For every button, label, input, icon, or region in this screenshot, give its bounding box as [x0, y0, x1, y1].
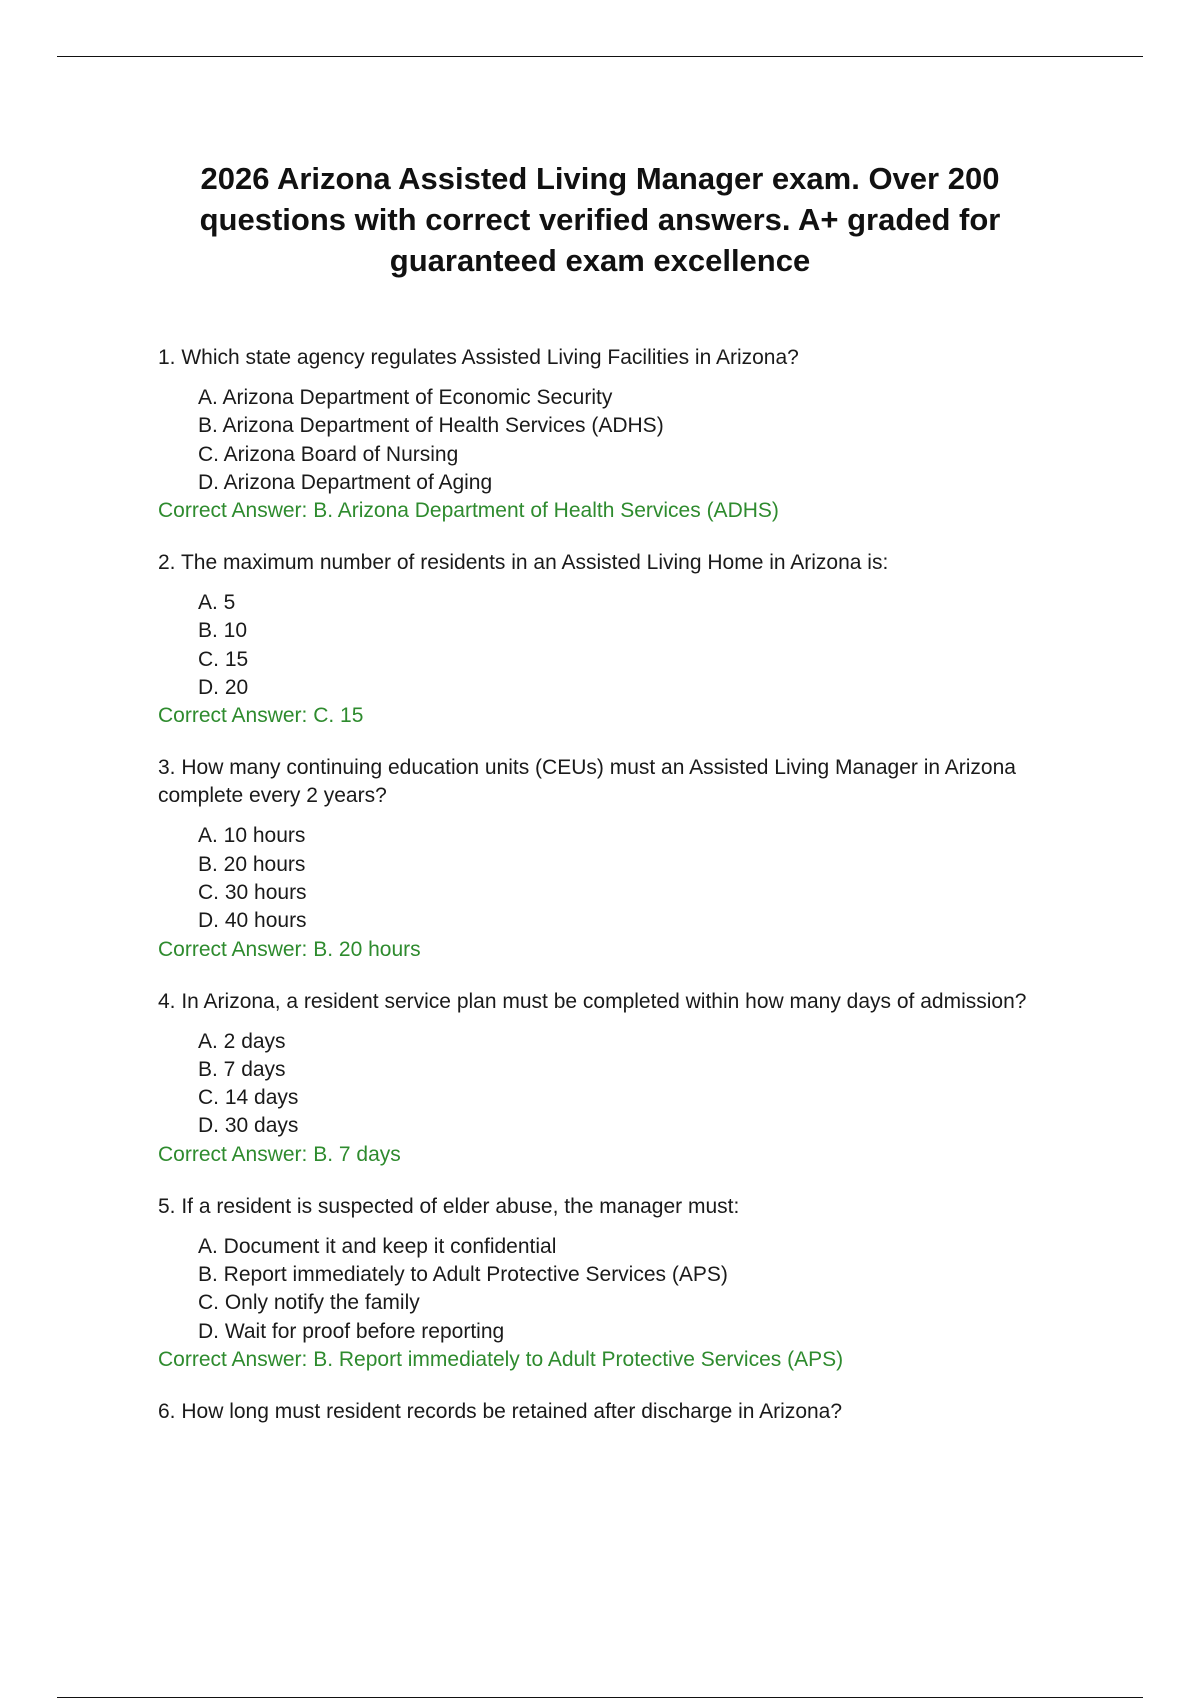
correct-answer: Correct Answer: C. 15: [158, 704, 364, 728]
option-c: C. Arizona Board of Nursing: [198, 442, 459, 466]
option-d: D. 40 hours: [198, 909, 307, 933]
correct-answer: Correct Answer: B. 7 days: [158, 1142, 401, 1166]
question-text: 5. If a resident is suspected of elder abuse, the manager must:: [158, 1194, 740, 1218]
option-a: A. 2 days: [198, 1029, 286, 1053]
question-text: 1. Which state agency regulates Assisted Living Facilities in Arizona?: [158, 346, 799, 369]
header-rule: [57, 56, 1143, 57]
option-list: [158, 822, 1098, 935]
footer-rule: [57, 1697, 1143, 1698]
option-d: D. 30 days: [198, 1114, 299, 1138]
option-a: A. 10 hours: [198, 824, 306, 848]
option-c: C. 15: [198, 647, 249, 671]
document-title: 2026 Arizona Assisted Living Manager exam. Over 200 questions with correct verified answers. A+ graded for guaranteed exam excellence: [199, 161, 1001, 278]
option-b: B. Report immediately to Adult Protective Services (APS): [198, 1263, 728, 1287]
option-d: D. Arizona Department of Aging: [198, 470, 493, 494]
question-5: [158, 1193, 1098, 1374]
question-6: [158, 1398, 1098, 1426]
option-list: [158, 1028, 1098, 1141]
question-1: [158, 344, 1098, 525]
option-a: A. Arizona Department of Economic Security: [198, 386, 613, 409]
question-3: [158, 754, 1098, 963]
correct-answer: Correct Answer: B. Report immediately to Adult Protective Services (APS): [158, 1347, 844, 1371]
question-text: 6. How long must resident records be retained after discharge in Arizona?: [158, 1399, 843, 1423]
option-list: [158, 589, 1098, 702]
option-d: D. Wait for proof before reporting: [198, 1319, 505, 1343]
option-c: C. Only notify the family: [198, 1291, 420, 1315]
question-4: [158, 988, 1098, 1169]
option-a: A. Document it and keep it confidential: [198, 1234, 557, 1258]
option-list: [158, 384, 1098, 497]
option-d: D. 20: [198, 676, 249, 700]
correct-answer: Correct Answer: B. 20 hours: [158, 937, 421, 961]
option-a: A. 5: [198, 591, 236, 615]
question-list: [158, 344, 1098, 1450]
option-c: C. 14 days: [198, 1086, 299, 1110]
option-b: B. Arizona Department of Health Services (ADHS): [198, 414, 664, 438]
option-b: B. 10: [198, 619, 248, 643]
question-text: 2. The maximum number of residents in an Assisted Living Home in Arizona is:: [158, 551, 889, 575]
option-c: C. 30 hours: [198, 880, 307, 904]
option-list: [158, 1233, 1098, 1346]
question-text: 3. How many continuing education units (CEUs) must an Assisted Living Manager in Arizona complete every 2 years?: [158, 756, 1016, 808]
option-b: B. 7 days: [198, 1057, 286, 1081]
question-2: [158, 549, 1098, 730]
option-b: B. 20 hours: [198, 852, 306, 876]
correct-answer: Correct Answer: B. Arizona Department of Health Services (ADHS): [158, 499, 779, 523]
question-text: 4. In Arizona, a resident service plan must be completed within how many days of admission?: [158, 989, 1027, 1013]
